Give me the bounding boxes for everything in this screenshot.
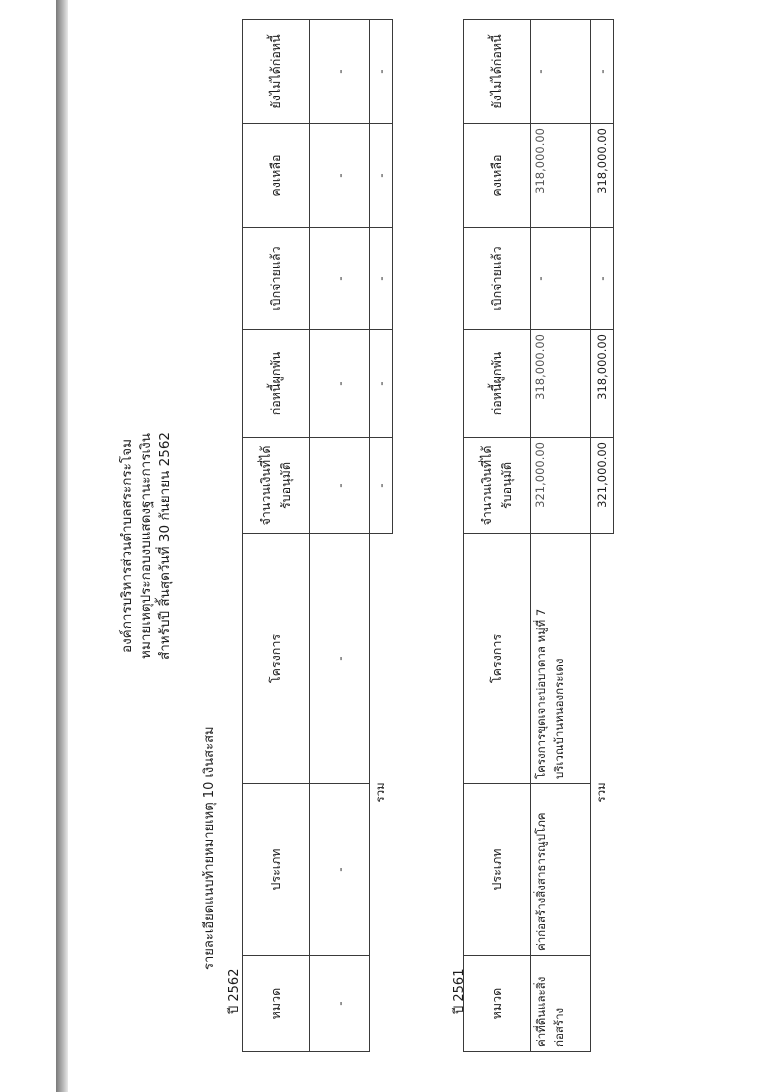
col-header-not-committed: ยังไม่ได้ก่อหนี้: [464, 20, 531, 124]
cell-not-committed: -: [310, 20, 370, 124]
table-row: [531, 20, 591, 1052]
cell-category: -: [310, 956, 370, 1052]
total-disbursed: -: [591, 228, 614, 330]
col-header-committed: ก่อหนี้ผูกพัน: [464, 330, 531, 438]
cell-type: -: [310, 784, 370, 956]
total-disbursed: -: [370, 228, 393, 330]
cell-approved: -: [310, 438, 370, 534]
col-header-type: ประเภท: [243, 784, 310, 956]
col-header-remaining: คงเหลือ: [243, 124, 310, 228]
total-not-committed: -: [370, 20, 393, 124]
project-line-2: บริเวณบ้านหนองกระเดง: [552, 658, 566, 779]
cell-committed: 318,000.00: [531, 330, 591, 438]
total-committed: -: [370, 330, 393, 438]
cell-category: ค่าที่ดินและสิ่งก่อสร้าง: [531, 956, 591, 1052]
total-approved: -: [370, 438, 393, 534]
total-label: รวม: [370, 534, 393, 1052]
table-header-row: [464, 20, 531, 1052]
col-header-type: ประเภท: [464, 784, 531, 956]
total-row: [370, 20, 393, 1052]
col-header-remaining: คงเหลือ: [464, 124, 531, 228]
total-row: [591, 20, 614, 1052]
col-header-project: โครงการ: [464, 534, 531, 784]
col-header-disbursed: เบิกจ่ายแล้ว: [464, 228, 531, 330]
cell-disbursed: -: [531, 228, 591, 330]
period-title: สำหรับปี สิ้นสุดวันที่ 30 กันยายน 2562: [157, 431, 173, 661]
cell-disbursed: -: [310, 228, 370, 330]
cell-project: -: [310, 534, 370, 784]
statement-title: หมายเหตุประกอบงบแสดงฐานะการเงิน: [138, 433, 154, 659]
col-header-approved: จำนวนเงินที่ได้รับอนุมัติ: [243, 438, 310, 534]
col-header-disbursed: เบิกจ่ายแล้ว: [243, 228, 310, 330]
document-header: [118, 0, 175, 1092]
col-header-category: หมวด: [243, 956, 310, 1052]
note-title: รายละเอียดแนบท้ายหมายเหตุ 10 เงินสะสม: [202, 726, 217, 970]
org-name: องค์การบริหารส่วนตำบลสระกระโจม: [119, 439, 135, 654]
total-committed: 318,000.00: [591, 330, 614, 438]
table-row: [310, 20, 370, 1052]
project-line-1: โครงการขุดเจาะบ่อบาดาล หมู่ที่ 7: [534, 608, 548, 779]
cell-project: [531, 534, 591, 784]
table-2562: [242, 19, 393, 1052]
cell-not-committed: -: [531, 20, 591, 124]
year-label-2561: ปี 2561: [452, 968, 467, 1014]
col-header-project: โครงการ: [243, 534, 310, 784]
cell-committed: -: [310, 330, 370, 438]
table-2561: [463, 19, 614, 1052]
col-header-committed: ก่อหนี้ผูกพัน: [243, 330, 310, 438]
col-header-category: หมวด: [464, 956, 531, 1052]
total-remaining: 318,000.00: [591, 124, 614, 228]
total-label: รวม: [591, 534, 614, 1052]
total-not-committed: -: [591, 20, 614, 124]
col-header-approved: จำนวนเงินที่ได้รับอนุมัติ: [464, 438, 531, 534]
table-header-row: [243, 20, 310, 1052]
year-label-2562: ปี 2562: [227, 968, 242, 1014]
total-approved: 321,000.00: [591, 438, 614, 534]
cell-type: ค่าก่อสร้างสิ่งสาธารณูปโภค: [531, 784, 591, 956]
cell-remaining: 318,000.00: [531, 124, 591, 228]
col-header-not-committed: ยังไม่ได้ก่อหนี้: [243, 20, 310, 124]
cell-remaining: -: [310, 124, 370, 228]
cell-approved: 321,000.00: [531, 438, 591, 534]
total-remaining: -: [370, 124, 393, 228]
